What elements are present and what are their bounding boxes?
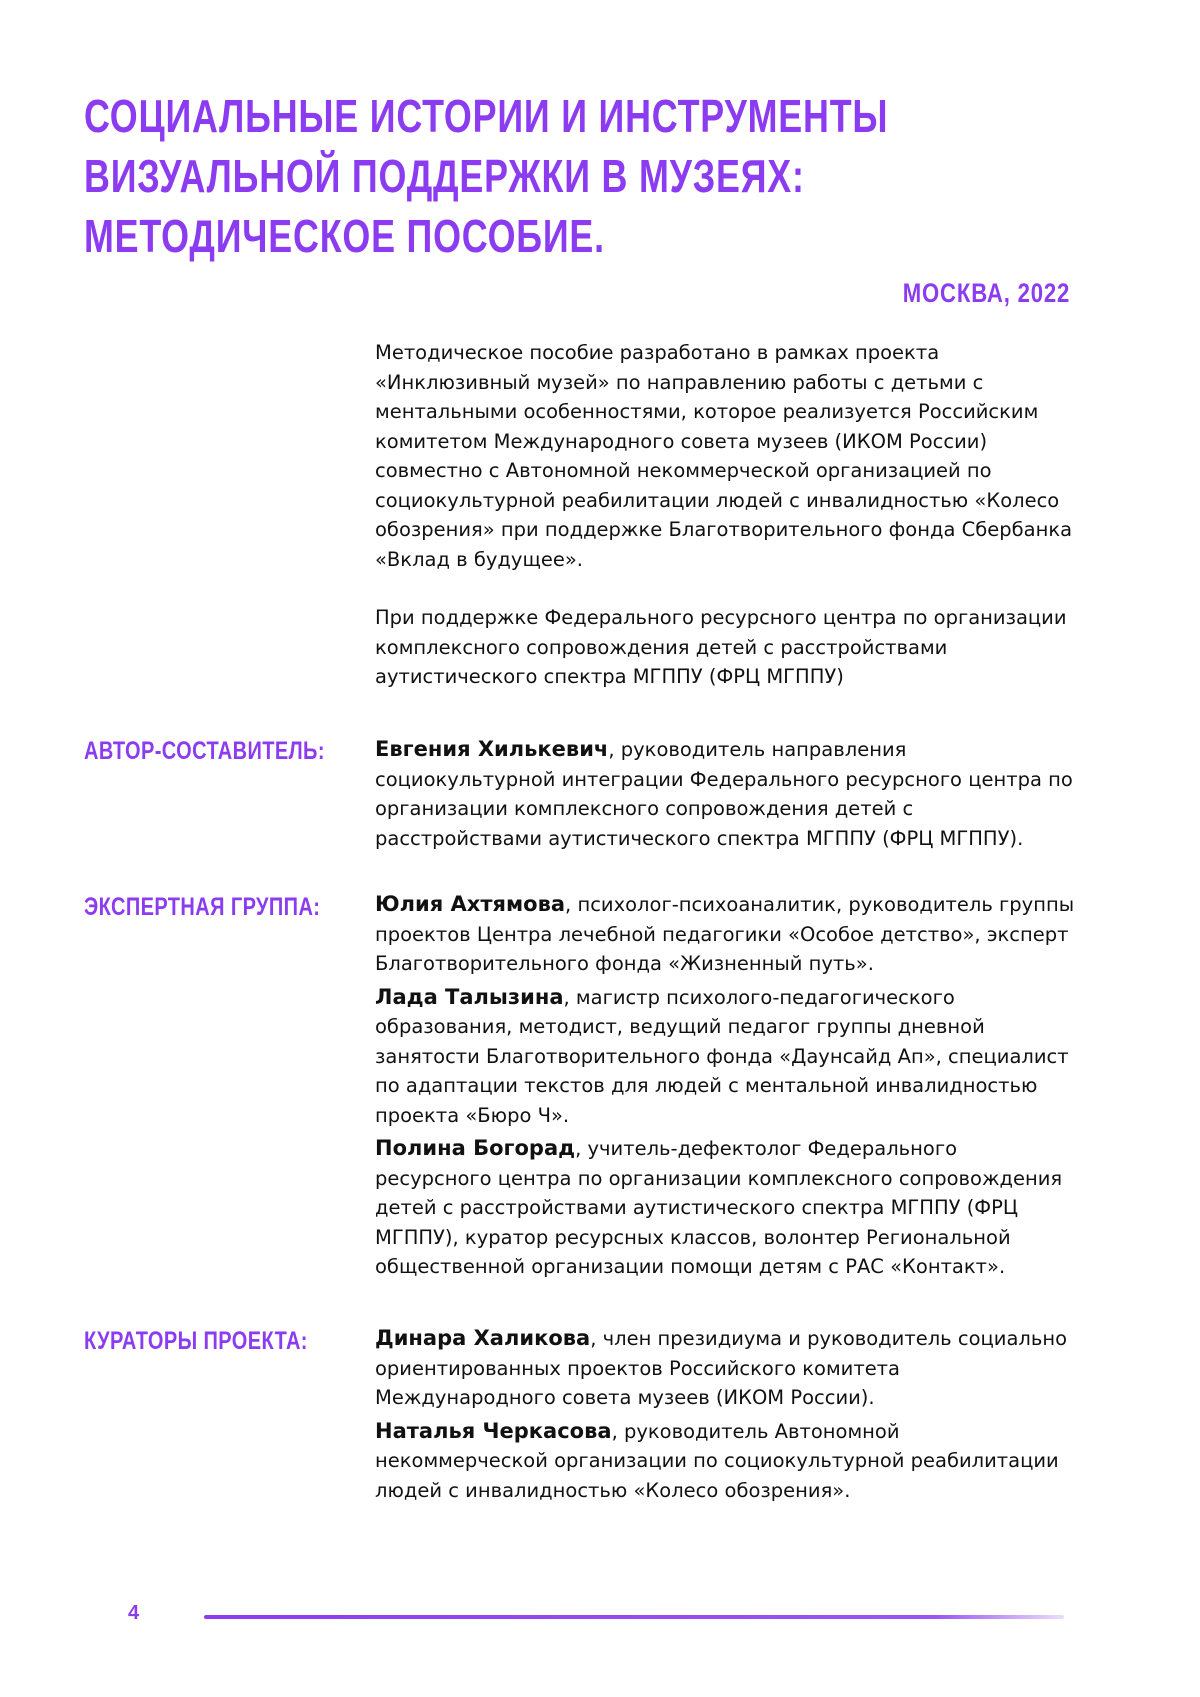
experts-label: ЭКСПЕРТНАЯ ГРУППА: [84, 893, 321, 921]
title-line-2: ВИЗУАЛЬНОЙ ПОДДЕРЖКИ В МУЗЕЯХ: [84, 150, 805, 202]
author-label: АВТОР-СОСТАВИТЕЛЬ: [84, 737, 325, 765]
person-name: Евгения Хилькевич [375, 737, 609, 761]
person-description: , руководитель Автономной некоммерческой организации по социокультурной реабилитации людей с инвалидностью «Колесо обозрения». [375, 1419, 1059, 1502]
person-description: , магистр психолого-педагогического образования, методист, ведущий педагог группы дневной занятости Благотворительного фонда «Даунсайд Ап», специалист по адаптации текстов для людей с ментальной инвалидностью проекта «Бюро Ч». [375, 985, 1069, 1127]
curator-entry [375, 1324, 1075, 1413]
author-entry [375, 735, 1075, 853]
title-line-3: МЕТОДИЧЕСКОЕ ПОСОБИЕ. [84, 210, 605, 262]
document-title [84, 86, 895, 266]
intro-paragraph-1: Методическое пособие разработано в рамках проекта «Инклюзивный музей» по направлению работы с детьми с ментальными особенностями, которое реализуется Российским комитетом Международного совета музеев (ИКОМ России) совместно с Автономной некоммерческой организацией по социокультурной реабилитации людей с инвалидностью «Колесо обозрения» при поддержке Благотворительного фонда Сбербанка «Вклад в будущее». [375, 341, 1073, 571]
title-line-1: СОЦИАЛЬНЫЕ ИСТОРИИ И ИНСТРУМЕНТЫ [84, 90, 889, 142]
person-name: Юлия Ахтямова [375, 892, 566, 916]
curators-label: КУРАТОРЫ ПРОЕКТА: [84, 1327, 308, 1355]
page-number: 4 [128, 1602, 140, 1624]
footer-divider [204, 1615, 1064, 1619]
expert-entry [375, 983, 1075, 1131]
author-block [375, 735, 1075, 857]
city-year: МОСКВА, 2022 [902, 278, 1070, 308]
curator-entry [375, 1417, 1075, 1506]
intro-block [375, 338, 1075, 692]
person-description: , руководитель направления социокультурной интеграции Федерального ресурсного центра по организации комплексного сопровождения детей с расстройствами аутистического спектра МГППУ (ФРЦ МГППУ). [375, 738, 1073, 850]
intro-paragraph-2: При поддержке Федерального ресурсного центра по организации комплексного сопровождения детей с расстройствами аутистического спектра МГППУ (ФРЦ МГППУ) [375, 606, 1067, 688]
person-name: Динара Халикова [375, 1326, 591, 1350]
expert-entry [375, 1134, 1075, 1282]
person-description: , член президиума и руководитель социально ориентированных проектов Российского комитета Международного совета музеев (ИКОМ России). [375, 1327, 1068, 1409]
person-description: , психолог-психоаналитик, руководитель группы проектов Центра лечебной педагогики «Особое детство», эксперт Благотворительного фонда «Жизненный путь». [375, 893, 1075, 975]
person-description: , учитель-дефектолог Федерального ресурсного центра по организации комплексного сопровождения детей с расстройствами аутистического спектра МГППУ (ФРЦ МГППУ), куратор ресурсных классов, волонтер Региональной общественной организации помощи детям с РАС «Контакт». [375, 1137, 1063, 1278]
person-name: Полина Богорад [375, 1136, 576, 1160]
expert-entry [375, 890, 1075, 979]
person-name: Наталья Черкасова [375, 1418, 612, 1443]
experts-block [375, 890, 1075, 1286]
curators-block [375, 1324, 1075, 1509]
person-name: Лада Талызина [375, 984, 564, 1009]
